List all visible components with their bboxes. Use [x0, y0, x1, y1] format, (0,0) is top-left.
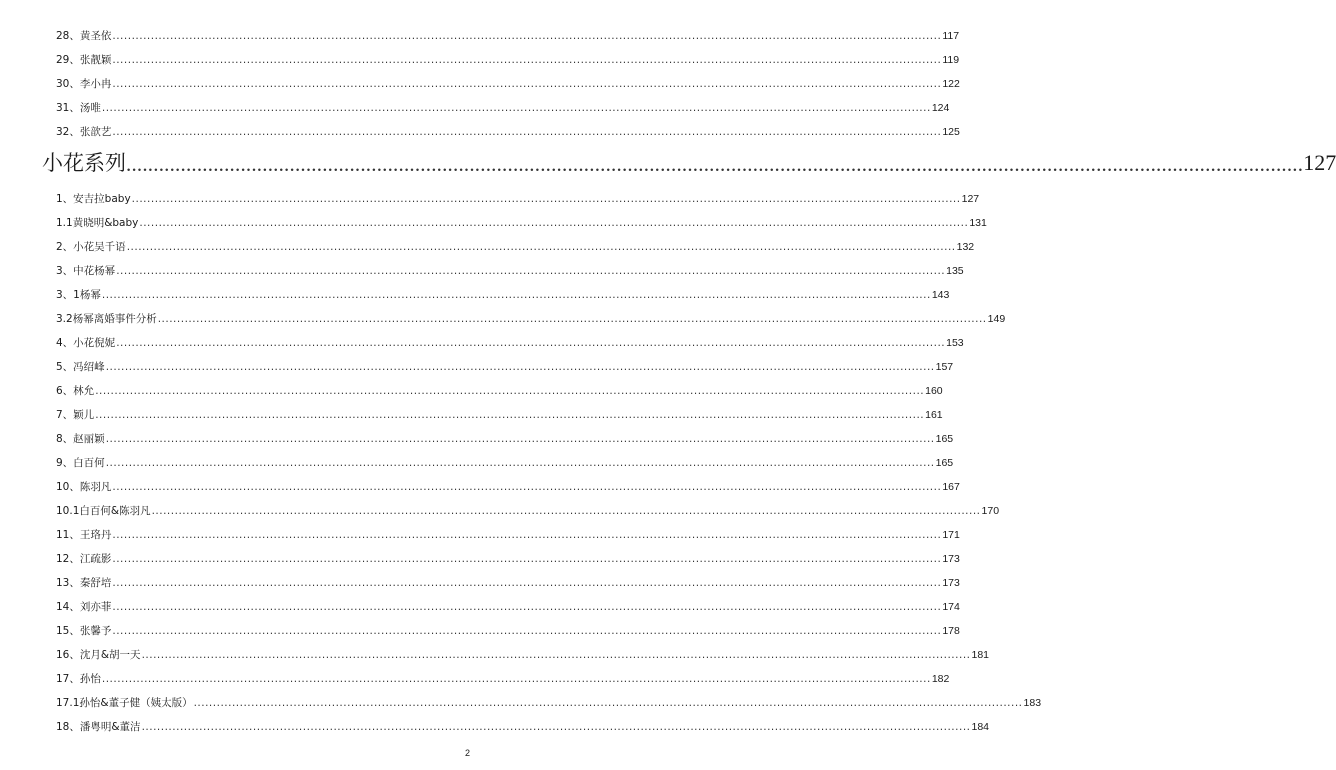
toc-entry[interactable]	[56, 454, 954, 470]
dot-leader: ........................................................................................................................................................................................................................	[126, 241, 956, 253]
toc-entry-page-number: 160	[925, 385, 943, 397]
toc-entry-title: 14、刘亦菲	[56, 601, 112, 613]
toc-entry-title: 3、中花杨幂	[56, 265, 116, 277]
toc-entry-page-number: 122	[942, 78, 960, 90]
toc-entry-title: 17.1孙怡&董子健（姨太版）	[56, 697, 193, 709]
toc-entry-page-number: 183	[1023, 697, 1042, 709]
toc-entry-title: 32、张歆艺	[56, 126, 112, 138]
dot-leader: ........................................................................................................................................................................................................................	[112, 529, 942, 541]
toc-entry[interactable]	[56, 334, 964, 350]
toc-entry-title: 18、潘粤明&董洁	[56, 721, 141, 733]
toc-entry-page-number: 174	[942, 601, 960, 613]
toc-entry-page-number: 167	[942, 481, 960, 493]
toc-entry-title: 16、沈月&胡一天	[56, 649, 141, 661]
toc-entry-page-number: 153	[946, 337, 964, 349]
toc-entry-page-number: 182	[931, 673, 950, 685]
toc-entry-title: 4、小花倪妮	[56, 337, 116, 349]
toc-entry-page-number: 143	[931, 289, 950, 301]
toc-entry[interactable]	[56, 550, 960, 566]
toc-entry-page-number: 131	[969, 217, 987, 229]
toc-entry-title: 28、黄圣依	[56, 30, 112, 42]
toc-entry-page-number: 161	[925, 409, 943, 421]
toc-entry-page-number: 127	[961, 193, 980, 205]
toc-entry-title: 10.1白百何&陈羽凡	[56, 505, 151, 517]
toc-entry-title: 9、白百何	[56, 457, 105, 469]
toc-entry-title: 15、张馨予	[56, 625, 112, 637]
toc-entry[interactable]	[56, 27, 960, 43]
toc-entry-title: 29、张靓颖	[56, 54, 112, 66]
toc-entry-title: 11、王珞丹	[56, 529, 112, 541]
footer-page-number: 2	[464, 748, 470, 758]
toc-entry[interactable]	[56, 598, 960, 614]
toc-entry-title: 1.1黄晓明&baby	[56, 217, 139, 229]
toc-entry-title: 3、1杨幂	[56, 289, 101, 301]
toc-entry[interactable]	[56, 238, 975, 254]
dot-leader: ........................................................................................................................................................................................................................	[112, 30, 942, 42]
toc-entry[interactable]	[56, 75, 960, 91]
toc-entry-title: 1、安吉拉baby	[56, 193, 131, 205]
toc-entry-title: 10、陈羽凡	[56, 481, 112, 493]
toc-entry-title: 31、汤唯	[56, 102, 101, 114]
dot-leader: ........................................................................................................................................................................................................................	[112, 625, 942, 637]
toc-entry-title: 6、林允	[56, 385, 95, 397]
toc-entry[interactable]	[56, 670, 950, 686]
toc-entry[interactable]	[56, 99, 950, 115]
toc-entry-page-number: 178	[942, 625, 960, 637]
toc-entry-page-number: 117	[942, 30, 960, 42]
dot-leader: ........................................................................................................................................................................................................................	[112, 126, 942, 138]
toc-entry-page-number: 170	[981, 505, 1000, 517]
toc-entry[interactable]	[56, 51, 960, 67]
section-page-number: 127	[1303, 150, 1336, 175]
toc-entry-page-number: 184	[971, 721, 990, 733]
toc-entry-page-number: 124	[931, 102, 950, 114]
toc-entry[interactable]	[56, 718, 990, 734]
toc-entry[interactable]	[56, 358, 954, 374]
toc-entry-page-number: 173	[942, 577, 960, 589]
toc-entry[interactable]	[56, 526, 960, 542]
dot-leader: ........................................................................................................................................................................................................................	[131, 193, 961, 205]
toc-entry-page-number: 119	[942, 54, 960, 66]
toc-entry-page-number: 165	[935, 433, 954, 445]
toc-entry-title: 7、颖儿	[56, 409, 95, 421]
toc-entry-page-number: 149	[987, 313, 1006, 325]
dot-leader: ........................................................................................................................................................................................................................	[141, 721, 971, 733]
toc-entry[interactable]	[56, 430, 954, 446]
toc-entry[interactable]	[56, 382, 943, 398]
toc-entry-title: 30、李小冉	[56, 78, 112, 90]
dot-leader: ........................................................................................................................................................................................................................	[126, 152, 1304, 176]
toc-entry[interactable]	[56, 262, 964, 278]
dot-leader: ........................................................................................................................................................................................................................	[105, 433, 935, 445]
toc-section-heading[interactable]	[42, 148, 1336, 176]
toc-entry-title: 13、秦舒培	[56, 577, 112, 589]
toc-entry-title: 5、冯绍峰	[56, 361, 105, 373]
toc-entry-page-number: 171	[942, 529, 960, 541]
dot-leader: ........................................................................................................................................................................................................................	[112, 54, 942, 66]
toc-entry[interactable]	[56, 574, 960, 590]
dot-leader: ........................................................................................................................................................................................................................	[105, 361, 935, 373]
toc-entry[interactable]	[56, 286, 950, 302]
dot-leader: ........................................................................................................................................................................................................................	[101, 102, 931, 114]
toc-entry[interactable]	[56, 478, 960, 494]
dot-leader: ........................................................................................................................................................................................................................	[105, 457, 935, 469]
toc-entry[interactable]	[56, 406, 943, 422]
dot-leader: ........................................................................................................................................................................................................................	[101, 673, 931, 685]
dot-leader: ........................................................................................................................................................................................................................	[116, 265, 946, 277]
toc-entry[interactable]	[56, 622, 960, 638]
toc-entry[interactable]	[56, 190, 980, 206]
toc-entry-title: 3.2杨幂离婚事件分析	[56, 313, 157, 325]
dot-leader: ........................................................................................................................................................................................................................	[116, 337, 946, 349]
toc-entry[interactable]	[56, 310, 1006, 326]
dot-leader: ........................................................................................................................................................................................................................	[157, 313, 987, 325]
toc-entry[interactable]	[56, 646, 990, 662]
toc-entry-page-number: 157	[935, 361, 954, 373]
toc-entry[interactable]	[56, 123, 960, 139]
dot-leader: ........................................................................................................................................................................................................................	[139, 217, 969, 229]
dot-leader: ........................................................................................................................................................................................................................	[112, 78, 942, 90]
toc-entry-page-number: 125	[942, 126, 960, 138]
section-title: 小花系列	[42, 151, 126, 175]
dot-leader: ........................................................................................................................................................................................................................	[101, 289, 931, 301]
toc-entry-page-number: 132	[956, 241, 975, 253]
toc-entry-page-number: 173	[942, 553, 960, 565]
dot-leader: ........................................................................................................................................................................................................................	[112, 481, 942, 493]
dot-leader: ........................................................................................................................................................................................................................	[112, 601, 942, 613]
dot-leader: ........................................................................................................................................................................................................................	[112, 553, 942, 565]
dot-leader: ........................................................................................................................................................................................................................	[95, 385, 925, 397]
toc-entry-page-number: 181	[971, 649, 990, 661]
dot-leader: ........................................................................................................................................................................................................................	[112, 577, 942, 589]
dot-leader: ........................................................................................................................................................................................................................	[193, 697, 1023, 709]
toc-entry[interactable]	[56, 694, 1042, 710]
toc-entry-title: 2、小花吴千语	[56, 241, 126, 253]
toc-entry-title: 8、赵丽颖	[56, 433, 105, 445]
toc-entry-page-number: 135	[946, 265, 964, 277]
toc-entry[interactable]	[56, 214, 987, 230]
toc-entry[interactable]	[56, 502, 1000, 518]
dot-leader: ........................................................................................................................................................................................................................	[141, 649, 971, 661]
dot-leader: ........................................................................................................................................................................................................................	[151, 505, 981, 517]
dot-leader: ........................................................................................................................................................................................................................	[95, 409, 925, 421]
toc-entry-title: 17、孙怡	[56, 673, 101, 685]
toc-entry-page-number: 165	[935, 457, 954, 469]
toc-entry-title: 12、江疏影	[56, 553, 112, 565]
